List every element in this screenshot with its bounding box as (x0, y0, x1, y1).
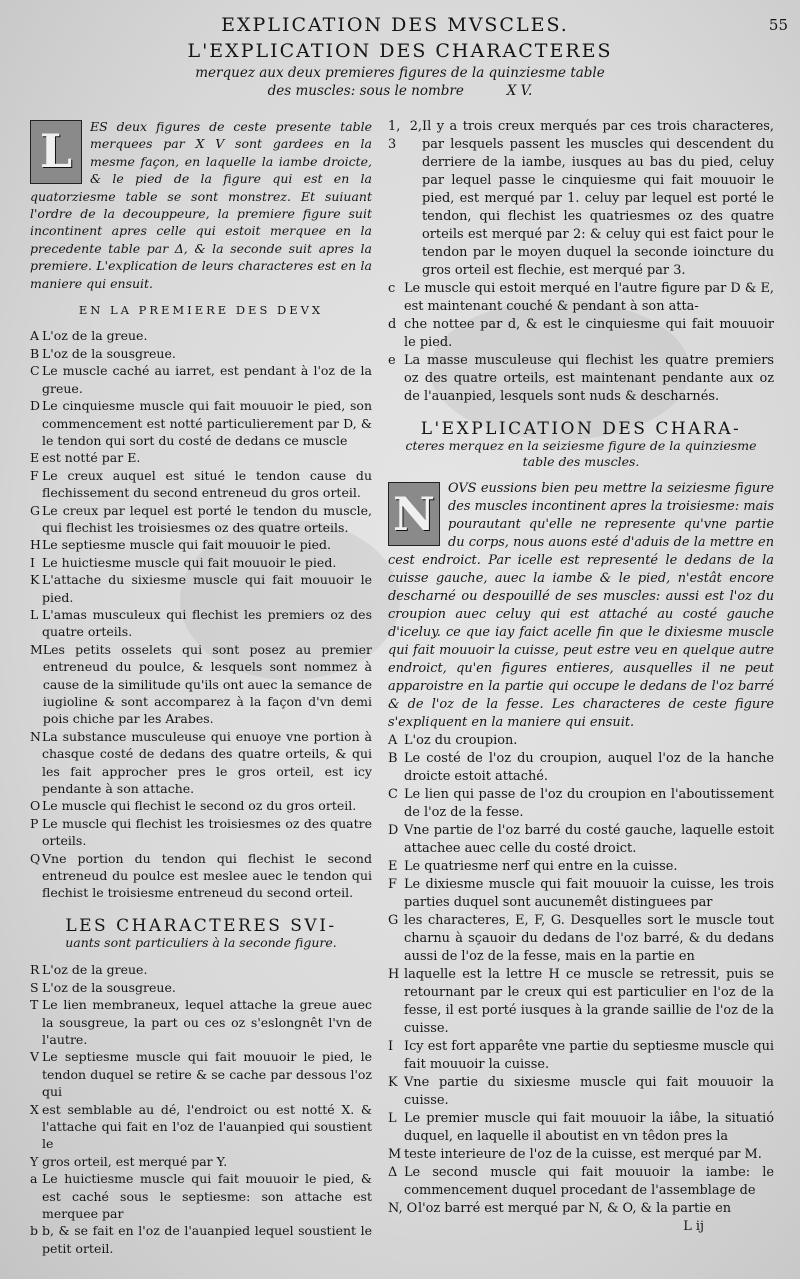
legend-entry (388, 1200, 774, 1218)
legend-entry (388, 750, 774, 786)
legend-entry (388, 1110, 774, 1146)
legend-letter: D (388, 823, 399, 838)
legend-letter: F (388, 877, 397, 892)
signature-mark: L ij (683, 1219, 704, 1234)
initial-letter: L (39, 124, 73, 179)
legend-letter: T (30, 997, 39, 1013)
legend-letter: P (30, 815, 39, 831)
legend-text: Le cinquiesme muscle qui fait mouuoir le pied, son commencement est notté particulierement par D, & le tendon qui sort du costé de dedans ce muscle (42, 398, 372, 448)
legend-letter: N (30, 728, 41, 744)
section-heading: L'EXPLICATION DES CHARA- (420, 419, 742, 439)
legend-entry (30, 606, 372, 641)
legend-text: Le muscle qui estoit merqué en l'autre figure par D & E, est maintenant couché & pendant à son atta- (404, 281, 774, 314)
legend-letter: A (30, 328, 40, 344)
legend-letter: d (388, 317, 397, 332)
legend-text: Le costé de l'oz du croupion, auquel l'oz de la hanche droicte estoit attaché. (404, 751, 774, 784)
legend-entry (388, 822, 774, 858)
legend-text: les characteres, E, F, G. Desquelles sort le muscle tout charnu à sçauoir du dedans de l'oz barré, & du dedans aussi de l'oz de la fesse, mais en la partie en (404, 913, 774, 964)
legend-entry (388, 876, 774, 912)
legend-text: La masse musculeuse qui flechist les quatre premiers oz des quatre orteils, est maintenant pendante aux oz de l'auanpied, lesquels sont nuds & descharnés. (404, 353, 774, 404)
subtitle-line: merquez aux deux premieres figures de la quinziesme table (195, 65, 605, 81)
legend-text: che nottee par d, & est le cinquiesme qui fait mouuoir le pied. (404, 317, 774, 350)
legend-text: L'oz de la greue. (42, 328, 148, 344)
legend-letter: C (388, 787, 398, 802)
legend-letter: B (388, 751, 398, 766)
legend-entry (388, 732, 774, 750)
legend-text: Le lien membraneux, lequel attache la greue auec la sousgreue, la part ou ces oz s'eslongnêt l'vn de l'autre. (42, 997, 372, 1047)
legend-letter: K (388, 1075, 398, 1090)
legend-entry (30, 1153, 372, 1170)
section-heading: LES CHARACTERES SVI- (65, 915, 337, 936)
page-subtitle (120, 64, 680, 100)
legend-text: L'amas musculeux qui flechist les premiers oz des quatre orteils. (42, 606, 372, 640)
legend-list (388, 732, 774, 1218)
legend-text: Le quatriesme nerf qui entre en la cuisse. (404, 859, 678, 874)
legend-entry (388, 352, 774, 406)
legend-entry (388, 316, 774, 352)
legend-entry (30, 850, 372, 902)
legend-entry (388, 966, 774, 1038)
legend-letter: 1, 2, 3 (388, 119, 422, 152)
legend-letter: D (30, 398, 41, 414)
legend-text: Il y a trois creux merqués par ces trois characteres, par lesquels passent les muscles qui descendent du derriere de la iambe, iusques au bas du pied, celuy par lequel passe le cinquiesme qui fait mouuoir le pied, est merqué par 1. celuy par lequel est porté le tendon, qui flechist les quatriesmes oz des quatre orteils est merqué par 2: & celuy qui est faict pour le tendon par le moyen duquel la seconde ioincture du gros orteil est flechie, est merqué par 3. (422, 119, 774, 278)
page-title: L'EXPLICATION DES CHARACTERES (187, 40, 613, 62)
legend-letter: E (388, 859, 398, 874)
legend-letter: G (30, 502, 40, 518)
decorated-initial (388, 482, 440, 546)
legend-text: Le huictiesme muscle qui fait mouuoir le pied, & est caché sous le septiesme: son attache est merquee par (42, 1171, 372, 1221)
legend-entry (388, 1074, 774, 1110)
legend-text: l'oz barré est merqué par N, & O, & la partie en (418, 1201, 732, 1216)
legend-letter: H (388, 967, 400, 982)
legend-letter: I (388, 1039, 394, 1054)
section-subheading: uants sont particuliers à la seconde figure. (65, 935, 337, 951)
legend-text: Le creux par lequel est porté le tendon du muscle, qui flechist les troisiesmes oz des quatre orteils. (42, 502, 372, 535)
legend-entry (388, 1164, 774, 1200)
legend-text: Vne partie du sixiesme muscle qui fait mouuoir la cuisse. (404, 1075, 774, 1108)
legend-letter: Δ (388, 1165, 398, 1180)
legend-text: Icy est fort apparête vne partie du septiesme muscle qui fait mouuoir la cuisse. (404, 1039, 774, 1072)
legend-entry (30, 536, 372, 553)
intro-paragraph (30, 118, 372, 292)
legend-letter: G (388, 913, 399, 928)
legend-letter: A (388, 733, 398, 748)
legend-letter: L (388, 1111, 397, 1126)
legend-text: L'oz du croupion. (404, 733, 518, 748)
legend-entry (30, 641, 372, 728)
legend-text: Le lien qui passe de l'oz du croupion en l'aboutissement de l'oz de la fesse. (404, 787, 774, 820)
legend-text: est semblable au dé, l'endroict ou est notté X. & l'attache qui fait en l'oz de l'auanpied qui soustient le (42, 1101, 372, 1152)
page-number: 55 (768, 16, 788, 34)
legend-entry (388, 786, 774, 822)
running-head: EXPLICATION DES MVSCLES. (221, 14, 569, 36)
section-heading: EN LA PREMIERE DES DEVX (78, 303, 324, 318)
legend-entry (30, 502, 372, 537)
left-column (30, 118, 372, 1257)
legend-text: L'oz de la sousgreue. (42, 979, 176, 995)
legend-entry (30, 345, 372, 362)
legend-entry (30, 979, 372, 996)
legend-text: Le huictiesme muscle qui fait mouuoir le pied. (42, 554, 337, 570)
legend-entry (30, 467, 372, 502)
legend-entry (388, 118, 774, 280)
legend-entry (30, 571, 372, 606)
intro-paragraph (388, 480, 774, 732)
legend-entry (388, 858, 774, 876)
legend-letter: Q (30, 850, 41, 866)
legend-letter: N, O (388, 1201, 418, 1216)
legend-entry (30, 397, 372, 449)
legend-text: laquelle est la lettre H ce muscle se retressit, puis se retournant par le creux qui est particulier en l'oz de la fesse, il est porté iusques à la grande saillie de l'oz de la cuisse. (404, 967, 774, 1036)
legend-entry (388, 912, 774, 966)
legend-text: Le creux auquel est situé le tendon cause du flechissement du second entreneud du gros orteil. (42, 467, 372, 501)
legend-entry (30, 1170, 372, 1222)
legend-entry (30, 449, 372, 466)
legend-entry (30, 1101, 372, 1153)
legend-letter: a (30, 1171, 38, 1187)
legend-text: b, & se fait en l'oz de l'auanpied lequel soustient le petit orteil. (42, 1223, 372, 1256)
legend-text: Le septiesme muscle qui fait mouuoir le pied, le tendon duquel se retire & se cache par dessous l'oz qui (42, 1049, 372, 1100)
legend-letter: I (30, 554, 35, 570)
legend-text: teste interieure de l'oz de la cuisse, est merqué par M. (404, 1147, 762, 1162)
legend-letter: M (30, 641, 43, 657)
legend-text: Le septiesme muscle qui fait mouuoir le pied. (42, 537, 332, 553)
legend-text: L'attache du sixiesme muscle qui fait mouuoir le pied. (42, 572, 372, 605)
intro-text: ES deux figures de ceste presente table merquees par X V sont gardees en la mesme façon, en laquelle la iambe droicte, & le pied de la figure qui est en la quatorziesme table se sont monstrez. Et suiuant l'ordre de la decouppeure, la premiere figure suit incontinent apres celle qui estoit merquee en la precedente table par Δ, & la seconde suit apres la premiere. L'explication de leurs characteres est en la maniere qui ensuit. (30, 119, 372, 291)
subtitle-line: des muscles: sous le nombre X V. (267, 83, 533, 99)
legend-letter: E (30, 450, 40, 466)
initial-letter: N (392, 487, 436, 541)
legend-text: Vne portion du tendon qui flechist le second entreneud du poulce est meslee auec le tendon qui flechist le troisiesme entreneud du second orteil. (42, 850, 372, 901)
legend-letter: b (30, 1223, 39, 1239)
legend-letter: L (30, 606, 39, 622)
legend-text: Le muscle caché au iarret, est pendant à l'oz de la greue. (42, 363, 372, 396)
legend-letter: F (30, 467, 39, 483)
legend-text: Les petits osselets qui sont posez au premier entreneud du poulce, & lesquels sont nommez à cause de la similitude qu'ils ont auec la semance de iugioline & sont accomparez à la façon d'vn demi pois chiche par les Arabes. (42, 641, 372, 727)
legend-entry (30, 327, 372, 344)
legend-text: L'oz de la sousgreue. (42, 345, 176, 361)
legend-entry (30, 815, 372, 850)
legend-letter: R (30, 962, 40, 978)
legend-text: La substance musculeuse qui enuoye vne portion à chasque costé de dedans des quatre orteils, & qui les fait approcher pres le gros orteil, est icy pendante à son attache. (42, 728, 372, 797)
legend-letter: Y (30, 1153, 39, 1169)
legend-entry (30, 1048, 372, 1100)
right-column (388, 118, 774, 1236)
legend-letter: M (388, 1147, 402, 1162)
legend-entry (30, 362, 372, 397)
decorated-initial (30, 120, 82, 184)
legend-text: gros orteil, est merqué par Y. (42, 1153, 228, 1169)
legend-letter: V (30, 1049, 40, 1065)
legend-text: Le premier muscle qui fait mouuoir la iâbe, la situatió duquel, en laquelle il aboutist en vn têdon pres la (404, 1111, 774, 1144)
legend-entry (30, 797, 372, 814)
legend-text: L'oz de la greue. (42, 962, 148, 978)
legend-letter: C (30, 363, 40, 379)
legend-letter: c (388, 281, 396, 296)
intro-text: OVS eussions bien peu mettre la seiziesme figure des muscles incontinent apres la troisiesme: mais pourautant qu'elle ne represente qu'vne partie du corps, nous auons esté d'aduis de la mettre en cest endroict. Par icelle est representé le dedans de la cuisse gauche, auec la iambe & le pied, n'estât encore descharné ou despouillé de ses muscles: aussi est l'oz du croupion auec celuy qui est attaché au costé gauche d'iceluy. ce que iay faict acelle fin que le dixiesme muscle qui fait mouuoir la cuisse, peut estre veu en quelque autre endroict, qu'en figures entieres, ausquelles il ne peut apparoistre en la partie qui occupe le dedans de l'oz barré & de l'oz de la fesse. Les characteres de ceste figure s'expliquent en la maniere qui ensuit. (388, 481, 774, 730)
legend-entry (388, 280, 774, 316)
legend-entry (30, 554, 372, 571)
legend-letter: X (30, 1101, 39, 1117)
legend-text: Vne partie de l'oz barré du costé gauche, laquelle estoit attachee auec celle du costé droict. (404, 823, 774, 856)
legend-entry (30, 996, 372, 1048)
legend-text: Le dixiesme muscle qui fait mouuoir la cuisse, les trois parties duquel sont aucunemêt distinguees par (404, 877, 774, 910)
legend-entry (30, 1222, 372, 1257)
legend-entry (388, 1038, 774, 1074)
legend-letter: K (30, 572, 40, 588)
legend-entry (30, 961, 372, 978)
legend-letter: O (30, 798, 41, 814)
legend-letter: S (30, 979, 39, 995)
legend-letter: B (30, 345, 40, 361)
legend-list (30, 327, 372, 901)
legend-text: Le muscle qui flechist le second oz du gros orteil. (42, 798, 357, 814)
legend-text: Le second muscle qui fait mouuoir la iambe: le commencement duquel procedant de l'assemblage de (404, 1165, 774, 1198)
legend-letter: H (30, 537, 41, 553)
legend-entry (30, 728, 372, 798)
legend-list (30, 961, 372, 1257)
legend-text: Le muscle qui flechist les troisiesmes oz des quatre orteils. (42, 815, 372, 849)
legend-letter: e (388, 353, 396, 368)
legend-entry (388, 1146, 774, 1164)
legend-list (388, 118, 774, 406)
legend-text: est notté par E. (42, 450, 141, 466)
section-subheading: cteres merquez en la seiziesme figure de la quinziesme table des muscles. (405, 438, 757, 469)
